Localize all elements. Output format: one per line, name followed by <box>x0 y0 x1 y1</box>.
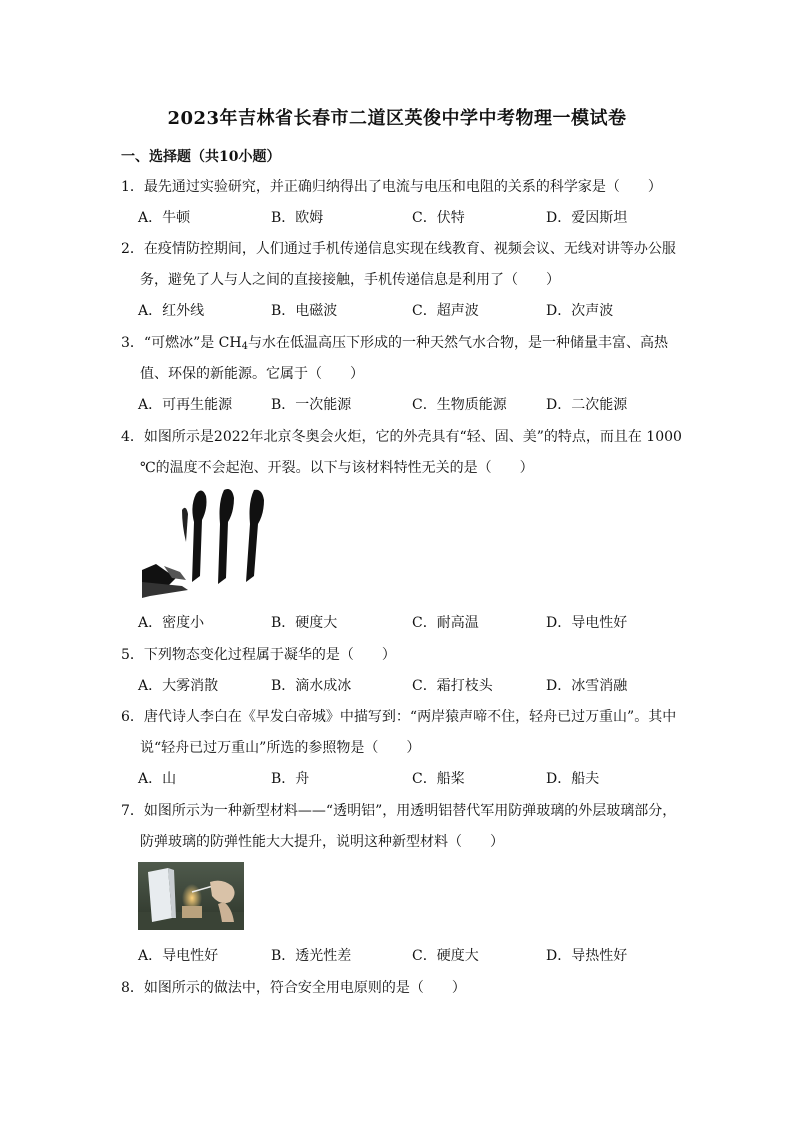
question-5-options <box>138 675 658 695</box>
option-c: C．生物质能源 <box>412 397 507 413</box>
question-3-text-pre: 3．“可燃冰”是 CH <box>121 335 242 351</box>
option-c: C．霜打枝头 <box>412 678 493 694</box>
option-d: D．冰雪消融 <box>546 678 628 694</box>
question-7-line-2: 防弹玻璃的防弹性能大大提升，说明这种新型材料（ ） <box>140 834 504 850</box>
question-2-line-1: 2．在疫情防控期间，人们通过手机传递信息实现在线教育、视频会议、无线对讲等办公服 <box>121 241 676 257</box>
option-d: D．导热性好 <box>546 948 628 964</box>
question-7-options <box>138 945 658 965</box>
question-4-line-2: ℃的温度不会起泡、开裂。以下与该材料特性无关的是（ ） <box>140 460 534 476</box>
section-heading: 一、选择题（共10小题） <box>121 149 281 165</box>
question-3-line-2: 值、环保的新能源。它属于（ ） <box>140 366 364 382</box>
option-a: A．密度小 <box>138 615 205 631</box>
option-a: A．红外线 <box>138 303 205 319</box>
option-d: D．导电性好 <box>546 615 628 631</box>
question-4-options <box>138 612 658 632</box>
question-6-line-1: 6．唐代诗人李白在《早发白帝城》中描写到：“两岸猿声啼不住，轻舟已过万重山”。其中 <box>121 709 677 725</box>
option-b: B．舟 <box>271 771 310 787</box>
option-d: D．次声波 <box>546 303 614 319</box>
question-2-line-2: 务，避免了人与人之间的直接接触，手机传递信息是利用了（ ） <box>140 272 560 288</box>
question-6-line-2: 说“轻舟已过万重山”所选的参照物是（ ） <box>140 740 421 756</box>
option-c: C．硬度大 <box>412 948 479 964</box>
torch-image <box>142 486 270 598</box>
question-3-line-1 <box>121 332 668 352</box>
option-b: B．透光性差 <box>271 948 352 964</box>
option-a: A．大雾消散 <box>138 678 219 694</box>
question-1: 1．最先通过实验研究，并正确归纳得出了电流与电压和电阻的关系的科学家是（ ） <box>121 179 662 195</box>
option-a: A．导电性好 <box>138 948 219 964</box>
question-3-text-post: 与水在低温高压下形成的一种天然气水合物，是一种储量丰富、高热 <box>247 335 668 351</box>
question-7-line-1: 7．如图所示为一种新型材料——“透明铝”，用透明铝替代军用防弹玻璃的外层玻璃部分， <box>121 803 677 819</box>
option-d: D．船夫 <box>546 771 600 787</box>
question-1-options <box>138 207 658 227</box>
option-d: D．二次能源 <box>546 397 628 413</box>
option-c: C．超声波 <box>412 303 479 319</box>
question-8: 8．如图所示的做法中，符合安全用电原则的是（ ） <box>121 980 466 996</box>
question-4-line-1: 4．如图所示是2022年北京冬奥会火炬，它的外壳具有“轻、固、美”的特点，而且在 1000 <box>121 429 682 445</box>
option-b: B．电磁波 <box>271 303 338 319</box>
page-title: 2023年吉林省长春市二道区英俊中学中考物理一模试卷 <box>167 108 627 129</box>
option-d: D．爱因斯坦 <box>546 210 628 226</box>
question-3-options <box>138 394 658 414</box>
transparent-aluminum-image <box>138 862 244 930</box>
option-c: C．伏特 <box>412 210 465 226</box>
question-3-subscript: 4 <box>241 341 248 352</box>
option-b: B．一次能源 <box>271 397 352 413</box>
question-5: 5．下列物态变化过程属于凝华的是（ ） <box>121 647 396 663</box>
option-a: A．可再生能源 <box>138 397 233 413</box>
option-a: A．牛顿 <box>138 210 191 226</box>
question-2-options <box>138 300 658 320</box>
option-b: B．欧姆 <box>271 210 324 226</box>
option-b: B．硬度大 <box>271 615 338 631</box>
option-c: C．船桨 <box>412 771 465 787</box>
option-a: A．山 <box>138 771 177 787</box>
question-6-options <box>138 768 658 788</box>
option-c: C．耐高温 <box>412 615 479 631</box>
option-b: B．滴水成冰 <box>271 678 352 694</box>
